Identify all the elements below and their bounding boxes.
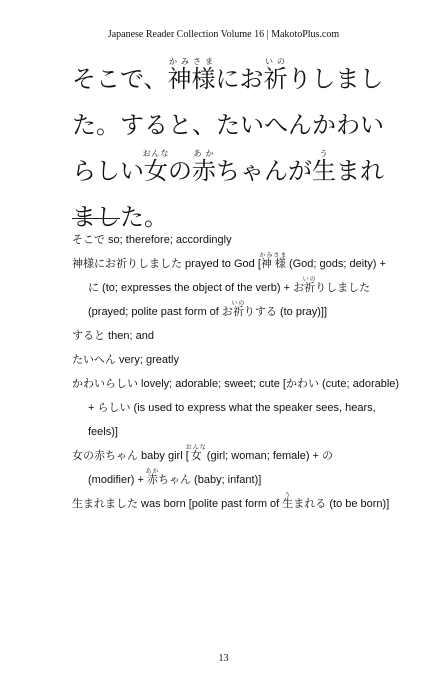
vocab-entry: かわいらしい lovely; adorable; sweet; cute [かわい (cute; adorable) + らしい (is used to express what the speaker sees, hears, feels)] bbox=[72, 378, 400, 438]
main-text-segment: そこで、 bbox=[72, 65, 168, 93]
furigana-u: 生う bbox=[312, 149, 336, 185]
vocab-entry-continued: (prayed; polite past form of お祈いのりする (to pray)]] bbox=[88, 301, 328, 318]
furigana-ino: 祈いの bbox=[263, 57, 288, 93]
vocab-entry: そこで so; therefore; accordingly bbox=[72, 234, 232, 246]
furigana-onna: 女おんな bbox=[142, 149, 170, 185]
vocabulary-list bbox=[72, 228, 402, 516]
main-text-segment: ちゃんが bbox=[216, 157, 312, 185]
main-text-segment: りしました。すると、たいへんかわいらしい bbox=[72, 65, 384, 185]
vocab-entry: 生まれました was born [polite past form of 生うまれる (to be born)] bbox=[72, 493, 390, 510]
main-text-segment: の bbox=[168, 157, 192, 185]
main-text bbox=[72, 56, 402, 240]
main-text-segment: まれました。 bbox=[72, 157, 384, 231]
vocab-entry-continued: (modifier) + 赤あかちゃん (baby; infant)] bbox=[88, 469, 262, 486]
vocab-entry: 女の赤ちゃん baby girl [女おんな (girl; woman; female) + の bbox=[72, 445, 334, 462]
section-divider bbox=[72, 218, 120, 219]
main-text-segment: にお bbox=[215, 65, 264, 93]
page-number: 13 bbox=[218, 653, 229, 664]
vocab-entry: 神様にお祈りしました prayed to God [神様かみさま (God; gods; deity) + bbox=[72, 253, 386, 270]
furigana-kamisama: 神様かみさま bbox=[167, 57, 216, 93]
main-paragraph bbox=[72, 56, 402, 240]
furigana-aka: 赤あか bbox=[192, 149, 216, 185]
vocab-entry: たいへん very; greatly bbox=[72, 354, 179, 366]
running-header: Japanese Reader Collection Volume 16 | MakotoPlus.com bbox=[107, 29, 340, 40]
vocab-entry-continued: に (to; expresses the object of the verb) + お祈いのりしました bbox=[88, 277, 371, 294]
vocab-entry: すると then; and bbox=[72, 330, 154, 342]
